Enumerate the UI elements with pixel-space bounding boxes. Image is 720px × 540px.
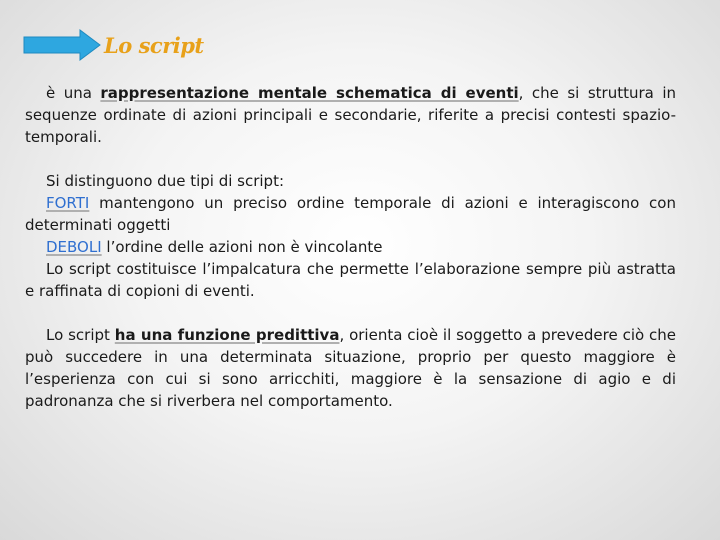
predictive-pre: Lo script [46,326,115,344]
predictive-emphasis: ha una funzione predittiva [114,326,340,344]
right-arrow-icon [22,28,102,62]
definition-emphasis: rappresentazione mentale schematica di eventi [100,84,519,102]
strong-script-item [25,192,676,236]
weak-keyword: DEBOLI [46,238,102,256]
weak-script-item [25,236,676,258]
strong-description: mantengono un preciso ordine temporale di azioni e interagiscono con determinati oggetti [25,194,676,234]
title-row [22,28,204,62]
weak-description: l’ordine delle azioni non è vincolante [101,238,383,256]
strong-keyword: FORTI [46,194,90,212]
definition-paragraph [25,82,676,148]
slide-body [25,82,676,412]
slide-title: Lo script [104,32,204,58]
predictive-paragraph [25,324,676,412]
scaffold-paragraph: Lo script costituisce l’impalcatura che permette l’elaborazione sempre più astratta e raffinata di copioni di eventi. [25,260,676,300]
predictive-post: , orienta cioè il soggetto a prevedere ciò che può succedere in una determinata situazione, proprio per questo maggiore è l’esperienza con cui si sono arricchiti, maggiore è la sensazione di agio e di padronanza che si riverbera nel comportamento. [25,326,676,410]
definition-post: , che si struttura in sequenze ordinate di azioni principali e secondarie, riferite a precisi contesti spazio-temporali. [25,84,676,146]
definition-pre: è una [46,84,101,102]
types-intro: Si distinguono due tipi di script: [46,172,285,190]
